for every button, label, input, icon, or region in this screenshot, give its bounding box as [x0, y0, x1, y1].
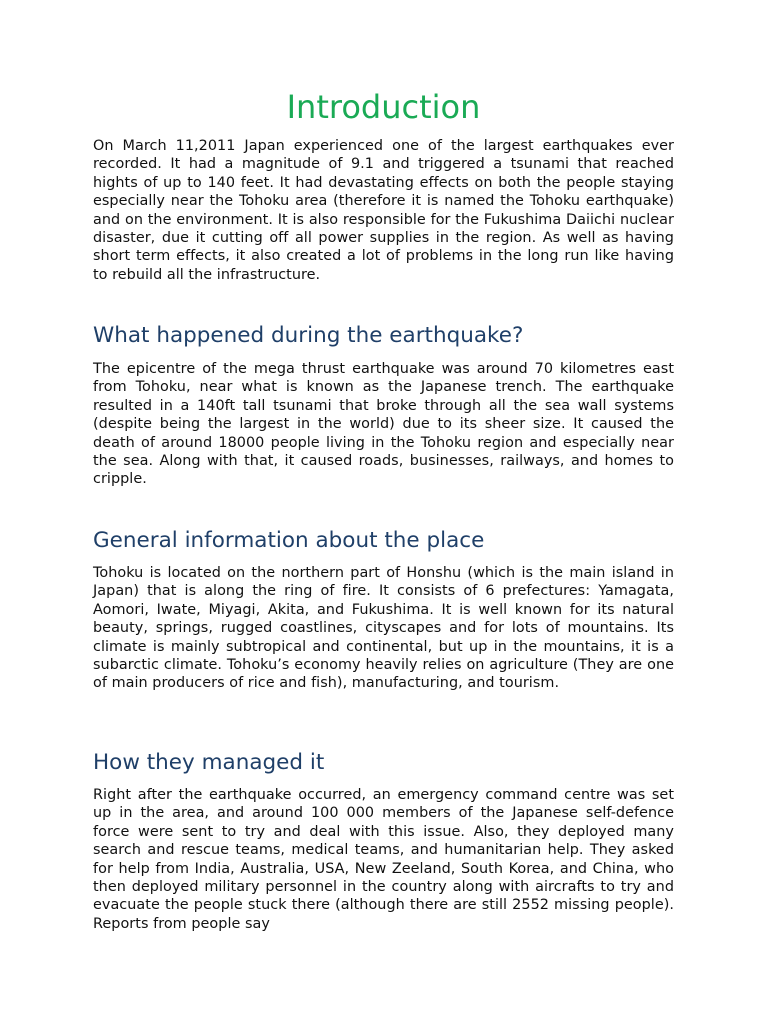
section-heading-what-happened: What happened during the earthquake?	[93, 323, 524, 348]
section-paragraph-general-info: Tohoku is located on the northern part of Honshu (which is the main island in Japan) that is along the ring of fire. It consists of 6 prefectures: Yamagata, Aomori, Iwate, Miyagi, Akita, and Fukushima. It is well known for its natural beauty, springs, rugged coastlines, cityscapes and for lots of mountains. Its climate is mainly subtropical and continental, but up in the mountains, it is a subarctic climate. Tohoku’s economy heavily relies on agriculture (They are one of main producers of rice and fish), manufacturing, and tourism.	[93, 565, 674, 692]
section-paragraph-how-managed: Right after the earthquake occurred, an emergency command centre was set up in the area, and around 100 000 members of the Japanese self-defence force were sent to try and deal with this issue. Also, they deployed many search and rescue teams, medical teams, and humanitarian help. They asked for help from India, Australia, USA, New Zeeland, South Korea, and China, who then deployed military personnel in the country along with aircrafts to try and evacuate the people stuck there (although there are still 2552 missing people). Reports from people say	[93, 787, 674, 932]
page-title: Introduction	[286, 88, 481, 126]
section-heading-how-managed: How they managed it	[93, 750, 325, 775]
section-paragraph-what-happened: The epicentre of the mega thrust earthquake was around 70 kilometres east from Tohoku, near what is known as the Japanese trench. The earthquake resulted in a 140ft tall tsunami that broke through all the sea wall systems (despite being the largest in the world) due to its sheer size. It caused the death of around 18000 people living in the Tohoku region and especially near the sea. Along with that, it caused roads, businesses, railways, and homes to cripple.	[93, 361, 674, 488]
section-heading-general-info: General information about the place	[93, 528, 485, 553]
intro-paragraph: On March 11,2011 Japan experienced one of the largest earthquakes ever recorded. It had a magnitude of 9.1 and triggered a tsunami that reached hights of up to 140 feet. It had devastating effects on both the people staying especially near the Tohoku area (therefore it is named the Tohoku earthquake) and on the environment. It is also responsible for the Fukushima Daiichi nuclear disaster, due it cutting off all power supplies in the region. As well as having short term effects, it also created a lot of problems in the long run like having to rebuild all the infrastructure.	[93, 138, 674, 283]
